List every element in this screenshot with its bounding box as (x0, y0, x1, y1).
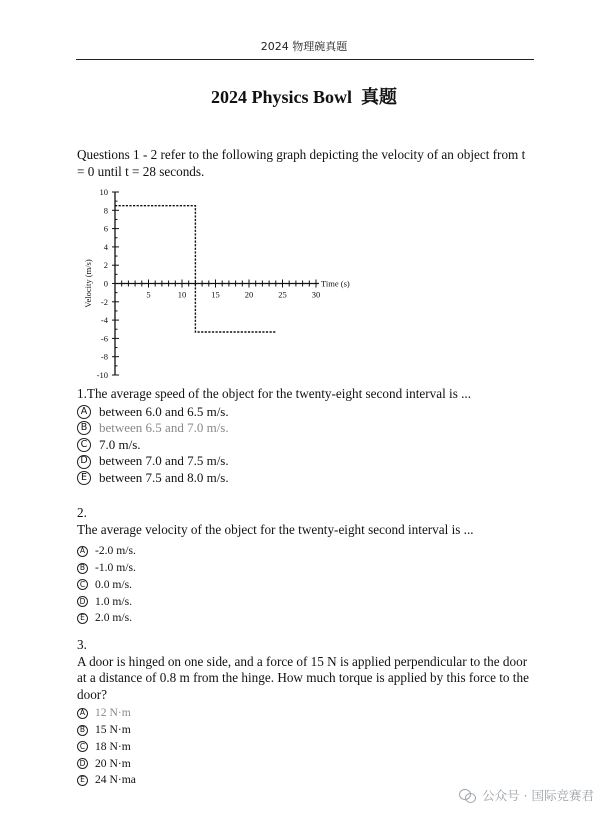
question-2-stem: The average velocity of the object for the twenty-eight second interval is ... (77, 521, 474, 537)
option-text: between 7.0 and 7.5 m/s. (99, 453, 229, 469)
header-rule (76, 59, 534, 60)
y-tick-label: -8 (100, 351, 108, 362)
option-letter-c: C (77, 438, 91, 452)
running-header: 2024 物理碗真题 (260, 40, 348, 53)
option-text: 20 N·m (95, 756, 131, 770)
option-letter-a: A (77, 546, 88, 557)
question-3-number: 3. (77, 637, 87, 652)
watermark-text: 公众号 · 国际竞赛君 (482, 788, 594, 803)
question-2-option-e[interactable] (77, 610, 535, 627)
option-text: 1.0 m/s. (95, 594, 133, 608)
option-text: 15 N·m (95, 722, 131, 736)
question-3-options (77, 705, 535, 789)
y-axis-label: Velocity (m/s) (83, 259, 93, 308)
intro-line-2: = 0 until t = 28 seconds. (77, 163, 205, 179)
option-letter-b: B (77, 421, 91, 435)
wechat-official-account-icon (459, 788, 476, 803)
option-letter-a: A (77, 708, 88, 719)
question-3-option-b[interactable] (77, 722, 535, 739)
question-3-stem-line-2: at a distance of 0.8 m from the hinge. How much torque is applied by this force to the (77, 670, 529, 685)
question-2-number: 2. (77, 505, 87, 520)
y-tick-label: -6 (100, 333, 108, 344)
option-text: between 6.5 and 7.0 m/s. (99, 420, 229, 436)
option-letter-c: C (77, 579, 88, 590)
option-text: 7.0 m/s. (99, 436, 141, 452)
option-letter-e: E (77, 775, 88, 786)
option-letter-d: D (77, 596, 88, 607)
question-1-option-a[interactable] (77, 404, 535, 421)
question-2-option-b[interactable] (77, 560, 535, 577)
question-1-option-e[interactable] (77, 470, 535, 487)
question-3-stem-line-1: A door is hinged on one side, and a force of 15 N is applied perpendicular to the door (77, 653, 528, 669)
x-tick-label: 25 (278, 289, 287, 300)
x-tick-label: 15 (211, 289, 220, 300)
option-text: -2.0 m/s. (95, 544, 136, 558)
option-text: 18 N·m (95, 739, 131, 753)
question-2-option-d[interactable] (77, 593, 535, 610)
questions-intro (77, 147, 535, 180)
question-1-stem: 1.The average speed of the object for the twenty-eight second interval is ... (77, 386, 472, 401)
option-letter-a: A (77, 405, 91, 419)
option-letter-d: D (77, 455, 91, 469)
question-2-option-a[interactable] (77, 543, 535, 560)
x-tick-label: 20 (244, 289, 254, 300)
question-1-option-b[interactable] (77, 420, 535, 437)
option-text: between 7.5 and 8.0 m/s. (99, 469, 229, 485)
option-text: 24 N·ma (95, 773, 136, 787)
y-tick-label: -2 (100, 296, 108, 307)
document-title: 2024 Physics Bowl 真题 (210, 87, 397, 107)
question-3-stem-line-3: door? (77, 686, 108, 702)
option-letter-d: D (77, 758, 88, 769)
x-tick-label: 5 (146, 289, 151, 300)
y-tick-label: -10 (96, 370, 108, 380)
option-text: 0.0 m/s. (95, 577, 133, 591)
velocity-time-graph (78, 184, 378, 384)
x-tick-label: 10 (177, 289, 187, 300)
option-text: 2.0 m/s. (95, 611, 133, 625)
question-2 (77, 505, 535, 627)
option-text: 12 N·m (95, 706, 131, 720)
question-3-option-a[interactable] (77, 705, 535, 722)
question-1-option-d[interactable] (77, 453, 535, 470)
watermark (459, 786, 594, 804)
option-letter-b: B (77, 563, 88, 574)
y-tick-label: 2 (103, 260, 108, 271)
question-1-option-c[interactable] (77, 437, 535, 454)
y-tick-label: 4 (103, 241, 108, 252)
x-tick-label: 30 (311, 289, 321, 300)
question-3-option-c[interactable] (77, 739, 535, 756)
option-letter-e: E (77, 471, 91, 485)
question-3 (77, 637, 535, 789)
question-2-options (77, 543, 535, 627)
y-tick-label: 0 (103, 278, 108, 289)
option-text: between 6.0 and 6.5 m/s. (99, 403, 229, 419)
y-tick-label: 10 (99, 187, 108, 197)
question-1-options (77, 404, 535, 487)
velocity-series-line (115, 206, 276, 332)
question-1 (77, 386, 535, 486)
y-tick-label: 6 (103, 223, 108, 234)
option-letter-e: E (77, 613, 88, 624)
y-tick-label: 8 (103, 205, 108, 216)
intro-line-1: Questions 1 - 2 refer to the following graph depicting the velocity of an object from t (77, 147, 526, 162)
y-tick-label: -4 (100, 315, 108, 326)
option-text: -1.0 m/s. (95, 560, 136, 574)
option-letter-b: B (77, 725, 88, 736)
option-letter-c: C (77, 741, 88, 752)
x-axis-label: Time (s) (321, 278, 350, 289)
question-2-option-c[interactable] (77, 577, 535, 594)
question-3-option-d[interactable] (77, 755, 535, 772)
